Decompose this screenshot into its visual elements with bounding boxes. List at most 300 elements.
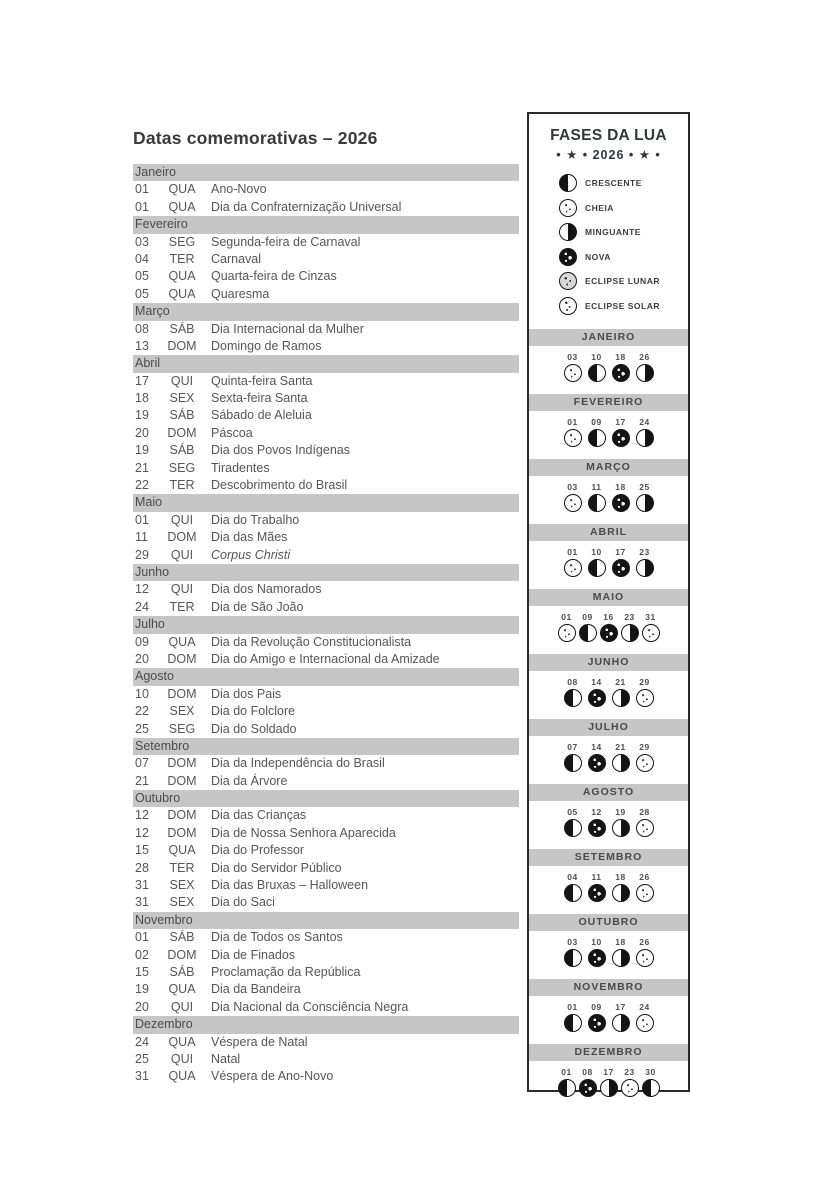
- phase-day: 31: [645, 612, 656, 622]
- phase-day: 03: [567, 937, 578, 947]
- event-day: 28: [135, 860, 149, 875]
- phase-entry: [636, 547, 654, 577]
- phase-entry: [579, 1067, 597, 1097]
- event-label: Dia de Todos os Santos: [211, 930, 343, 945]
- event-weekday: SÁB: [169, 408, 195, 423]
- phase-day: 17: [615, 1002, 626, 1012]
- event-row: [133, 512, 519, 529]
- phase-entry: [636, 742, 654, 772]
- legend-label: CHEIA: [585, 202, 614, 213]
- event-weekday: QUI: [170, 373, 194, 388]
- event-row: [133, 929, 519, 946]
- event-day: 07: [135, 756, 149, 771]
- event-row: [133, 773, 519, 790]
- cheia-moon-icon: [636, 949, 654, 967]
- nova-moon-icon: [600, 624, 618, 642]
- event-label: Ano-Novo: [211, 182, 267, 197]
- event-day: 04: [135, 251, 149, 266]
- event-label: Dia de São João: [211, 599, 304, 614]
- crescente-moon-icon: [564, 819, 582, 837]
- crescente-moon-icon: [564, 884, 582, 902]
- phase-day: 23: [624, 1067, 635, 1077]
- event-day: 22: [135, 478, 149, 493]
- phase-entry: [588, 1002, 606, 1032]
- nova-moon-icon: [588, 689, 606, 707]
- phase-day: 09: [591, 1002, 602, 1012]
- moon-panel-year: • ★ • 2026 • ★ •: [556, 148, 661, 162]
- phase-entry: [612, 352, 630, 382]
- event-weekday: QUA: [168, 286, 196, 301]
- legend-item: [559, 220, 688, 245]
- event-label: Segunda-feira de Carnaval: [211, 234, 361, 249]
- event-row: [133, 1051, 519, 1068]
- phase-day: 26: [639, 872, 650, 882]
- event-label: Quinta-feira Santa: [211, 373, 313, 388]
- phase-day: 12: [591, 807, 602, 817]
- phase-entry: [588, 872, 606, 902]
- event-day: 11: [135, 530, 148, 545]
- event-row: [133, 251, 519, 268]
- crescente-moon-icon: [564, 754, 582, 772]
- moon-month-name: JUNHO: [529, 654, 688, 671]
- event-row: [133, 1034, 519, 1051]
- moon-legend: [559, 171, 688, 318]
- cheia-moon-icon: [564, 494, 582, 512]
- phase-row: [529, 872, 688, 902]
- event-weekday: QUI: [170, 582, 194, 597]
- moon-month-section: [529, 1044, 688, 1097]
- event-day: 08: [135, 321, 149, 336]
- event-weekday: DOM: [167, 651, 197, 666]
- phase-entry: [621, 1067, 639, 1097]
- event-label: Dia dos Pais: [211, 686, 282, 701]
- phase-entry: [558, 612, 576, 642]
- event-label: Dia da Árvore: [211, 773, 288, 788]
- event-label: Tiradentes: [211, 460, 270, 475]
- nova-moon-icon: [588, 1014, 606, 1032]
- cheia-moon-icon: [564, 364, 582, 382]
- event-weekday: DOM: [167, 825, 197, 840]
- moon-month-section: [529, 849, 688, 902]
- moon-panel-title: FASES DA LUA: [550, 127, 667, 144]
- event-row: [133, 947, 519, 964]
- event-row: [133, 599, 519, 616]
- phase-day: 16: [603, 612, 614, 622]
- minguante-moon-icon: [636, 364, 654, 382]
- phase-day: 21: [615, 742, 626, 752]
- event-day: 31: [135, 1069, 149, 1084]
- crescente-moon-icon: [559, 174, 577, 192]
- phase-row: [529, 742, 688, 772]
- phase-day: 08: [582, 1067, 593, 1077]
- phase-day: 05: [567, 807, 578, 817]
- phase-day: 14: [591, 742, 602, 752]
- event-weekday: DOM: [167, 425, 197, 440]
- cheia-moon-icon: [636, 884, 654, 902]
- event-weekday: SEX: [169, 704, 195, 719]
- phase-row: [529, 937, 688, 967]
- event-weekday: QUI: [170, 1051, 194, 1066]
- phase-entry: [636, 1002, 654, 1032]
- event-row: [133, 321, 519, 338]
- phase-day: 17: [615, 547, 626, 557]
- moon-month-name: DEZEMBRO: [529, 1044, 688, 1061]
- phase-entry: [636, 482, 654, 512]
- phase-day: 10: [591, 547, 602, 557]
- phase-row: [529, 1002, 688, 1032]
- event-day: 05: [135, 286, 149, 301]
- phase-day: 09: [591, 417, 602, 427]
- event-row: [133, 581, 519, 598]
- phase-entry: [612, 742, 630, 772]
- event-weekday: QUA: [168, 1069, 196, 1084]
- moon-month-name: JANEIRO: [529, 329, 688, 346]
- event-row: [133, 390, 519, 407]
- moon-month-section: [529, 329, 688, 382]
- event-day: 20: [135, 999, 149, 1014]
- holidays-column: [133, 128, 519, 1086]
- event-row: [133, 477, 519, 494]
- crescente-moon-icon: [588, 429, 606, 447]
- phase-day: 17: [603, 1067, 614, 1077]
- event-label: Dia do Folclore: [211, 704, 296, 719]
- phase-entry: [636, 807, 654, 837]
- month-header: Novembro: [133, 912, 519, 929]
- event-weekday: SEX: [169, 391, 195, 406]
- event-weekday: DOM: [167, 530, 197, 545]
- event-label: Descobrimento do Brasil: [211, 478, 348, 493]
- phase-entry: [564, 352, 582, 382]
- event-row: [133, 199, 519, 216]
- event-day: 24: [135, 1034, 149, 1049]
- event-day: 13: [135, 338, 149, 353]
- event-day: 05: [135, 269, 149, 284]
- moon-month-section: [529, 784, 688, 837]
- phase-day: 18: [615, 482, 626, 492]
- crescente-moon-icon: [588, 364, 606, 382]
- cheia-moon-icon: [564, 429, 582, 447]
- minguante-moon-icon: [612, 1014, 630, 1032]
- phase-entry: [600, 1067, 618, 1097]
- event-row: [133, 181, 519, 198]
- phase-entry: [564, 742, 582, 772]
- event-day: 12: [135, 582, 149, 597]
- minguante-moon-icon: [600, 1079, 618, 1097]
- event-row: [133, 268, 519, 285]
- moon-month-section: [529, 654, 688, 707]
- event-weekday: QUA: [168, 199, 196, 214]
- event-label: Dia da Independência do Brasil: [211, 756, 385, 771]
- event-day: 17: [135, 373, 149, 388]
- event-weekday: DOM: [167, 686, 197, 701]
- minguante-moon-icon: [636, 559, 654, 577]
- phase-day: 01: [567, 547, 578, 557]
- event-label: Dia do Professor: [211, 843, 305, 858]
- month-header: Dezembro: [133, 1016, 519, 1033]
- event-label: Natal: [211, 1051, 241, 1066]
- phase-day: 30: [645, 1067, 656, 1077]
- moon-phases-panel: [527, 112, 690, 1092]
- phase-day: 01: [561, 1067, 572, 1077]
- nova-moon-icon: [559, 248, 577, 266]
- moon-month-name: OUTUBRO: [529, 914, 688, 931]
- event-weekday: SEG: [168, 721, 196, 736]
- moon-month-section: [529, 979, 688, 1032]
- phase-entry: [636, 937, 654, 967]
- event-day: 01: [135, 199, 149, 214]
- cheia-moon-icon: [636, 689, 654, 707]
- cheia-moon-icon: [642, 624, 660, 642]
- moon-month-section: [529, 524, 688, 577]
- event-label: Sexta-feira Santa: [211, 391, 308, 406]
- phase-entry: [564, 677, 582, 707]
- phase-day: 18: [615, 352, 626, 362]
- crescente-moon-icon: [564, 1014, 582, 1032]
- event-label: Dia de Finados: [211, 947, 296, 962]
- moon-month-name: FEVEREIRO: [529, 394, 688, 411]
- event-row: [133, 1068, 519, 1085]
- event-day: 15: [135, 964, 149, 979]
- phase-entry: [612, 872, 630, 902]
- minguante-moon-icon: [612, 819, 630, 837]
- event-weekday: SEG: [168, 460, 196, 475]
- legend-item: [559, 171, 688, 196]
- legend-label: ECLIPSE LUNAR: [585, 276, 660, 287]
- crescente-moon-icon: [564, 949, 582, 967]
- crescente-moon-icon: [564, 689, 582, 707]
- event-day: 21: [135, 773, 149, 788]
- phase-entry: [564, 482, 582, 512]
- event-row: [133, 442, 519, 459]
- phase-row: [529, 547, 688, 577]
- event-row: [133, 234, 519, 251]
- event-weekday: DOM: [167, 756, 197, 771]
- phase-entry: [564, 547, 582, 577]
- moon-month-name: MARÇO: [529, 459, 688, 476]
- event-weekday: DOM: [167, 808, 197, 823]
- phase-day: 23: [624, 612, 635, 622]
- month-header: Julho: [133, 616, 519, 633]
- cheia-moon-icon: [636, 754, 654, 772]
- event-label: Dia Nacional da Consciência Negra: [211, 999, 409, 1014]
- phase-day: 01: [567, 1002, 578, 1012]
- phase-day: 19: [615, 807, 626, 817]
- event-label: Dia da Revolução Constitucionalista: [211, 634, 412, 649]
- phase-entry: [621, 612, 639, 642]
- event-day: 18: [135, 391, 149, 406]
- event-day: 20: [135, 651, 149, 666]
- phase-entry: [612, 417, 630, 447]
- cheia-moon-icon: [636, 1014, 654, 1032]
- phase-day: 01: [567, 417, 578, 427]
- event-weekday: SÁB: [169, 321, 195, 336]
- moon-months: [529, 329, 688, 1097]
- event-label: Dia das Crianças: [211, 808, 307, 823]
- nova-moon-icon: [612, 364, 630, 382]
- event-weekday: QUA: [168, 843, 196, 858]
- phase-entry: [564, 937, 582, 967]
- event-row: [133, 842, 519, 859]
- moon-month-name: ABRIL: [529, 524, 688, 541]
- phase-day: 23: [639, 547, 650, 557]
- event-weekday: DOM: [167, 773, 197, 788]
- phase-entry: [636, 417, 654, 447]
- event-row: [133, 547, 519, 564]
- phase-entry: [600, 612, 618, 642]
- legend-item: [559, 269, 688, 294]
- page-title: Datas comemorativas – 2026: [133, 128, 378, 148]
- event-day: 20: [135, 425, 149, 440]
- eclipse-lunar-moon-icon: [559, 272, 577, 290]
- event-label: Dia da Bandeira: [211, 982, 301, 997]
- phase-day: 26: [639, 937, 650, 947]
- moon-month-section: [529, 589, 688, 642]
- event-weekday: TER: [169, 478, 195, 493]
- phase-entry: [564, 807, 582, 837]
- event-row: [133, 877, 519, 894]
- event-weekday: TER: [169, 860, 195, 875]
- moon-month-section: [529, 914, 688, 967]
- event-day: 01: [135, 930, 149, 945]
- event-day: 01: [135, 182, 149, 197]
- phase-day: 14: [591, 677, 602, 687]
- event-day: 25: [135, 721, 149, 736]
- moon-month-section: [529, 459, 688, 512]
- event-day: 31: [135, 878, 149, 893]
- phase-day: 18: [615, 937, 626, 947]
- event-label: Dia dos Povos Indígenas: [211, 443, 350, 458]
- event-row: [133, 703, 519, 720]
- month-header: Outubro: [133, 790, 519, 807]
- phase-day: 25: [639, 482, 650, 492]
- nova-moon-icon: [579, 1079, 597, 1097]
- phase-day: 21: [615, 677, 626, 687]
- phase-entry: [564, 1002, 582, 1032]
- legend-label: CRESCENTE: [585, 178, 642, 189]
- moon-month-section: [529, 719, 688, 772]
- event-label: Dia da Confraternização Universal: [211, 199, 402, 214]
- event-weekday: QUA: [168, 182, 196, 197]
- crescente-moon-icon: [558, 1079, 576, 1097]
- event-label: Dia dos Namorados: [211, 582, 322, 597]
- event-weekday: QUA: [168, 982, 196, 997]
- month-header: Setembro: [133, 738, 519, 755]
- phase-day: 26: [639, 352, 650, 362]
- phase-day: 03: [567, 352, 578, 362]
- event-weekday: SEX: [169, 895, 195, 910]
- phase-entry: [588, 352, 606, 382]
- event-day: 12: [135, 808, 149, 823]
- crescente-moon-icon: [588, 559, 606, 577]
- phase-entry: [612, 677, 630, 707]
- phase-entry: [564, 417, 582, 447]
- event-label: Dia do Saci: [211, 895, 275, 910]
- phase-day: 29: [639, 677, 650, 687]
- phase-row: [529, 612, 688, 642]
- nova-moon-icon: [588, 949, 606, 967]
- event-label: Proclamação da República: [211, 964, 361, 979]
- phase-day: 11: [591, 872, 602, 882]
- event-row: [133, 634, 519, 651]
- phase-day: 24: [639, 1002, 650, 1012]
- legend-item: [559, 196, 688, 221]
- event-day: 25: [135, 1051, 149, 1066]
- moon-month-section: [529, 394, 688, 447]
- phase-day: 01: [561, 612, 572, 622]
- phase-entry: [636, 677, 654, 707]
- event-weekday: QUI: [170, 999, 194, 1014]
- nova-moon-icon: [588, 754, 606, 772]
- event-row: [133, 686, 519, 703]
- phase-row: [529, 352, 688, 382]
- minguante-moon-icon: [621, 624, 639, 642]
- event-label: Dia do Servidor Público: [211, 860, 342, 875]
- nova-moon-icon: [588, 819, 606, 837]
- phase-entry: [588, 807, 606, 837]
- nova-moon-icon: [612, 429, 630, 447]
- phase-entry: [642, 612, 660, 642]
- event-day: 15: [135, 843, 149, 858]
- event-day: 01: [135, 512, 149, 527]
- event-weekday: SEX: [169, 878, 195, 893]
- event-day: 12: [135, 825, 149, 840]
- event-day: 24: [135, 599, 149, 614]
- minguante-moon-icon: [636, 494, 654, 512]
- cheia-moon-icon: [564, 559, 582, 577]
- event-label: Dia Internacional da Mulher: [211, 321, 364, 336]
- phase-entry: [642, 1067, 660, 1097]
- event-label: Dia do Amigo e Internacional da Amizade: [211, 651, 440, 666]
- event-label: Dia do Trabalho: [211, 512, 300, 527]
- phase-day: 03: [567, 482, 578, 492]
- event-weekday: SÁB: [169, 443, 195, 458]
- event-row: [133, 407, 519, 424]
- event-day: 02: [135, 947, 149, 962]
- phase-entry: [579, 612, 597, 642]
- event-label: Dia das Bruxas – Halloween: [211, 878, 369, 893]
- event-day: 21: [135, 460, 149, 475]
- month-header: Agosto: [133, 668, 519, 685]
- event-row: [133, 981, 519, 998]
- phase-row: [529, 482, 688, 512]
- phase-day: 17: [615, 417, 626, 427]
- event-label: Domingo de Ramos: [211, 338, 322, 353]
- event-weekday: TER: [169, 599, 195, 614]
- event-label: Corpus Christi: [211, 547, 291, 562]
- event-weekday: SÁB: [169, 964, 195, 979]
- month-header: Janeiro: [133, 164, 519, 181]
- phase-entry: [588, 547, 606, 577]
- event-label: Véspera de Natal: [211, 1034, 308, 1049]
- phase-row: [529, 807, 688, 837]
- crescente-moon-icon: [588, 494, 606, 512]
- phase-entry: [612, 482, 630, 512]
- cheia-moon-icon: [559, 199, 577, 217]
- phase-entry: [588, 417, 606, 447]
- phase-row: [529, 677, 688, 707]
- event-label: Sábado de Aleluia: [211, 408, 312, 423]
- minguante-moon-icon: [612, 949, 630, 967]
- event-day: 19: [135, 408, 149, 423]
- nova-moon-icon: [612, 559, 630, 577]
- legend-item: [559, 245, 688, 270]
- event-row: [133, 373, 519, 390]
- month-header: Maio: [133, 494, 519, 511]
- event-label: Dia do Soldado: [211, 721, 297, 736]
- phase-entry: [636, 872, 654, 902]
- event-day: 09: [135, 634, 149, 649]
- event-row: [133, 807, 519, 824]
